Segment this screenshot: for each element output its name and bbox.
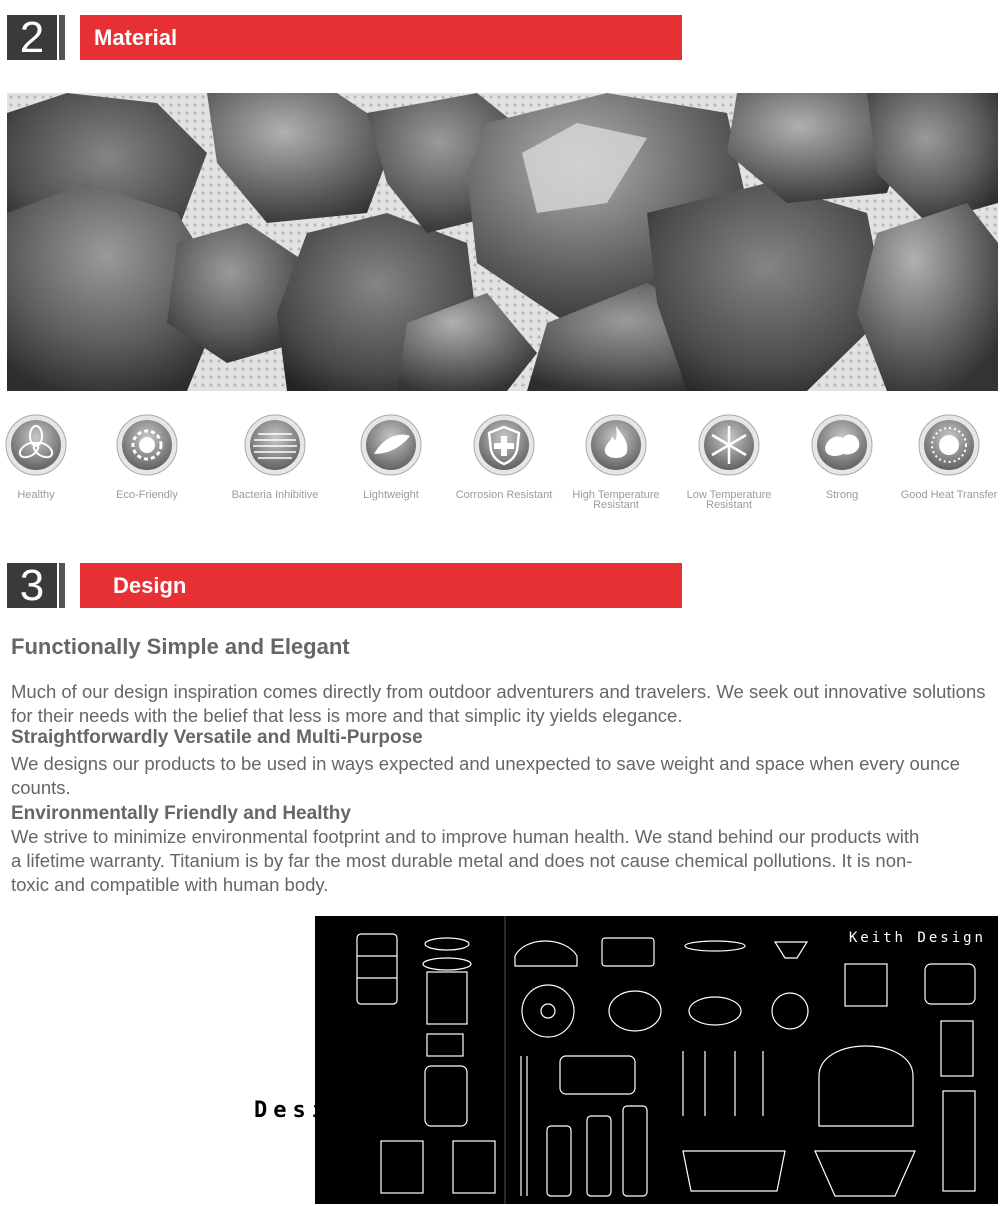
design-paragraph-1: Much of our design inspiration comes directly from outdoor adventurers and travelers. We seek out innovative solutions for their needs with the belief that less is more and that simplic ity yields elegance.	[11, 681, 986, 726]
design-paragraph-3: We strive to minimize environmental footprint and to improve human health. We stand behind our products with a lifetime warranty. Titanium is by far the most durable metal and does not cause chemical pollutions. It is non-toxic and compatible with human body.	[11, 826, 920, 895]
feature-corrosion-resistant	[448, 410, 560, 500]
leaf-gear-icon	[116, 414, 178, 476]
titanium-material-photo	[7, 93, 998, 391]
feature-label: Corrosion Resistant	[455, 489, 553, 501]
design-drawings-panel	[315, 916, 998, 1204]
brand-logo-text: Keith Design	[848, 930, 986, 946]
muscle-icon	[811, 414, 873, 476]
sun-icon	[918, 414, 980, 476]
feature-label: Low Temperature Resistant	[686, 489, 772, 511]
section-header-design	[7, 563, 682, 608]
section-title: Design	[80, 563, 682, 608]
bacteria-icon	[244, 414, 306, 476]
design-logo-word: Design	[254, 1098, 370, 1123]
feature-low-temperature-resistant	[673, 410, 785, 510]
feature-good-heat-transfer	[893, 410, 1000, 500]
section-number: 2	[7, 15, 57, 60]
cookware-line-drawings	[315, 916, 998, 1204]
design-subheading-1: Straightforwardly Versatile and Multi-Purpose	[11, 727, 423, 748]
shield-cross-icon	[473, 414, 535, 476]
design-subheading-2: Environmentally Friendly and Healthy	[11, 803, 351, 824]
feature-label: Eco-Friendly	[116, 489, 178, 501]
section-divider	[59, 563, 65, 608]
section-number: 3	[7, 563, 57, 608]
feature-label: Healthy	[17, 489, 55, 501]
material-features	[0, 410, 1000, 530]
feather-icon	[360, 414, 422, 476]
feature-lightweight	[335, 410, 447, 500]
snowflake-icon	[698, 414, 760, 476]
feature-bacteria-inhibitive	[219, 410, 331, 500]
feature-label: Lightweight	[363, 489, 419, 501]
section-divider	[59, 15, 65, 60]
feature-eco-friendly	[91, 410, 203, 500]
flame-icon	[585, 414, 647, 476]
feature-label: Bacteria Inhibitive	[231, 489, 319, 501]
feature-label: Strong	[825, 489, 859, 501]
design-paragraph-2: We designs our products to be used in ways expected and unexpected to save weight and space when every ounce counts.	[11, 753, 960, 798]
design-heading: Functionally Simple and Elegant	[11, 634, 350, 659]
trefoil-icon	[5, 414, 67, 476]
feature-strong	[786, 410, 898, 500]
feature-label: High Temperature Resistant	[572, 489, 660, 511]
section-title: Material	[80, 15, 682, 60]
feature-high-temperature-resistant	[560, 410, 672, 510]
section-header-material	[7, 15, 682, 60]
feature-label: Good Heat Transfer	[900, 489, 998, 501]
feature-healthy	[0, 410, 92, 500]
